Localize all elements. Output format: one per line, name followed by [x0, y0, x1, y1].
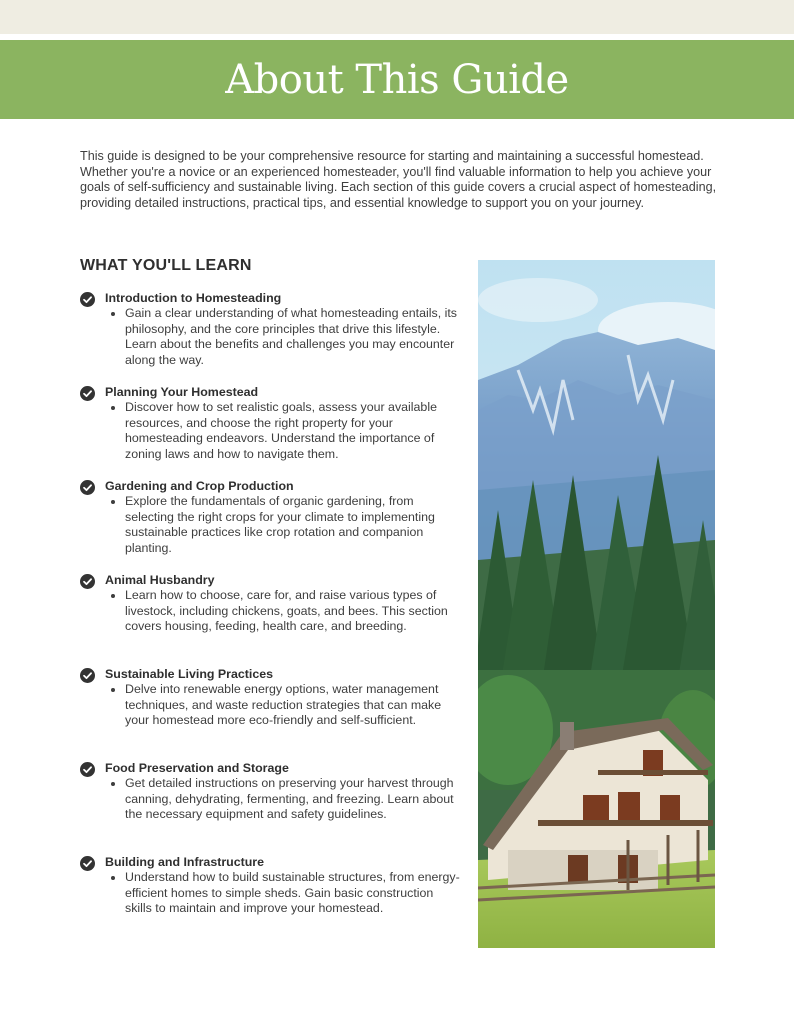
- learn-item: [80, 854, 460, 948]
- item-title: Introduction to Homesteading: [105, 291, 282, 305]
- item-description: [106, 776, 461, 823]
- learn-item: [80, 384, 450, 478]
- homestead-photo: [478, 260, 715, 948]
- check-circle-icon: [80, 762, 95, 777]
- learn-item: [80, 666, 450, 760]
- intro-paragraph: This guide is designed to be your comprehensive resource for starting and maintaining a successful homestead. Whether you're a novice or an experienced homesteader, you'll find valuable information to help you achieve your goals of self-sufficiency and sustainable living. Each section of this guide covers a crucial aspect of homesteading, providing detailed instructions, practical tips, and essential knowledge to support you on your journey.: [80, 149, 717, 210]
- learn-item: [80, 760, 454, 854]
- item-title: Food Preservation and Storage: [105, 761, 289, 775]
- item-title: Gardening and Crop Production: [105, 479, 294, 493]
- learn-list: [80, 290, 460, 948]
- item-description: [106, 588, 461, 635]
- item-description-text: Discover how to set realistic goals, assess your available resources, and choose the right property for your homesteading endeavors. Understand the importance of zoning laws and how to navigate them.: [125, 400, 437, 461]
- check-circle-icon: [80, 480, 95, 495]
- item-description-text: Gain a clear understanding of what homesteading entails, its philosophy, and the core principles that drive this lifestyle. Learn about the benefits and challenges you may encounter along the way.: [125, 306, 457, 367]
- item-title: Animal Husbandry: [105, 573, 215, 587]
- bullet-dot: [111, 312, 115, 316]
- learn-item: [80, 290, 457, 384]
- item-description: [106, 494, 461, 556]
- check-circle-icon: [80, 386, 95, 401]
- mountain-cabin-illustration: [478, 260, 715, 948]
- bullet-dot: [111, 688, 115, 692]
- item-description: [106, 870, 461, 917]
- check-circle-icon: [80, 574, 95, 589]
- item-description: [106, 306, 461, 368]
- item-title: Planning Your Homestead: [105, 385, 259, 399]
- check-circle-icon: [80, 292, 95, 307]
- bullet-dot: [111, 876, 115, 880]
- bullet-dot: [111, 406, 115, 410]
- check-circle-icon: [80, 668, 95, 683]
- item-title: Building and Infrastructure: [105, 855, 265, 869]
- page-title: About This Guide: [225, 56, 569, 103]
- learn-item: [80, 572, 450, 666]
- item-description-text: Understand how to build sustainable structures, from energy-efficient homes to simple sheds. Gain basic construction skills to maintain and improve your homestead.: [125, 870, 460, 916]
- item-description-text: Delve into renewable energy options, water management techniques, and waste reduction strategies that can make your homestead more eco-friendly and self-sufficient.: [125, 682, 442, 728]
- check-circle-icon: [80, 856, 95, 871]
- item-title: Sustainable Living Practices: [105, 667, 274, 681]
- item-description-text: Get detailed instructions on preserving your harvest through canning, dehydrating, fermenting, and freezing. Learn about the necessary equipment and safety guidelines.: [125, 776, 454, 822]
- bullet-dot: [111, 500, 115, 504]
- header-band: [0, 40, 794, 119]
- item-description-text: Learn how to choose, care for, and raise various types of livestock, including chickens, goats, and bees. This section covers housing, feeding, health care, and breeding.: [125, 588, 448, 634]
- top-strip: [0, 0, 794, 34]
- learn-item: [80, 478, 450, 572]
- section-heading: WHAT YOU'LL LEARN: [80, 257, 252, 274]
- item-description: [106, 682, 461, 729]
- item-description: [106, 400, 461, 462]
- bullet-dot: [111, 594, 115, 598]
- item-description-text: Explore the fundamentals of organic gardening, from selecting the right crops for your climate to implementing sustainable practices like crop rotation and companion planting.: [125, 494, 435, 555]
- bullet-dot: [111, 782, 115, 786]
